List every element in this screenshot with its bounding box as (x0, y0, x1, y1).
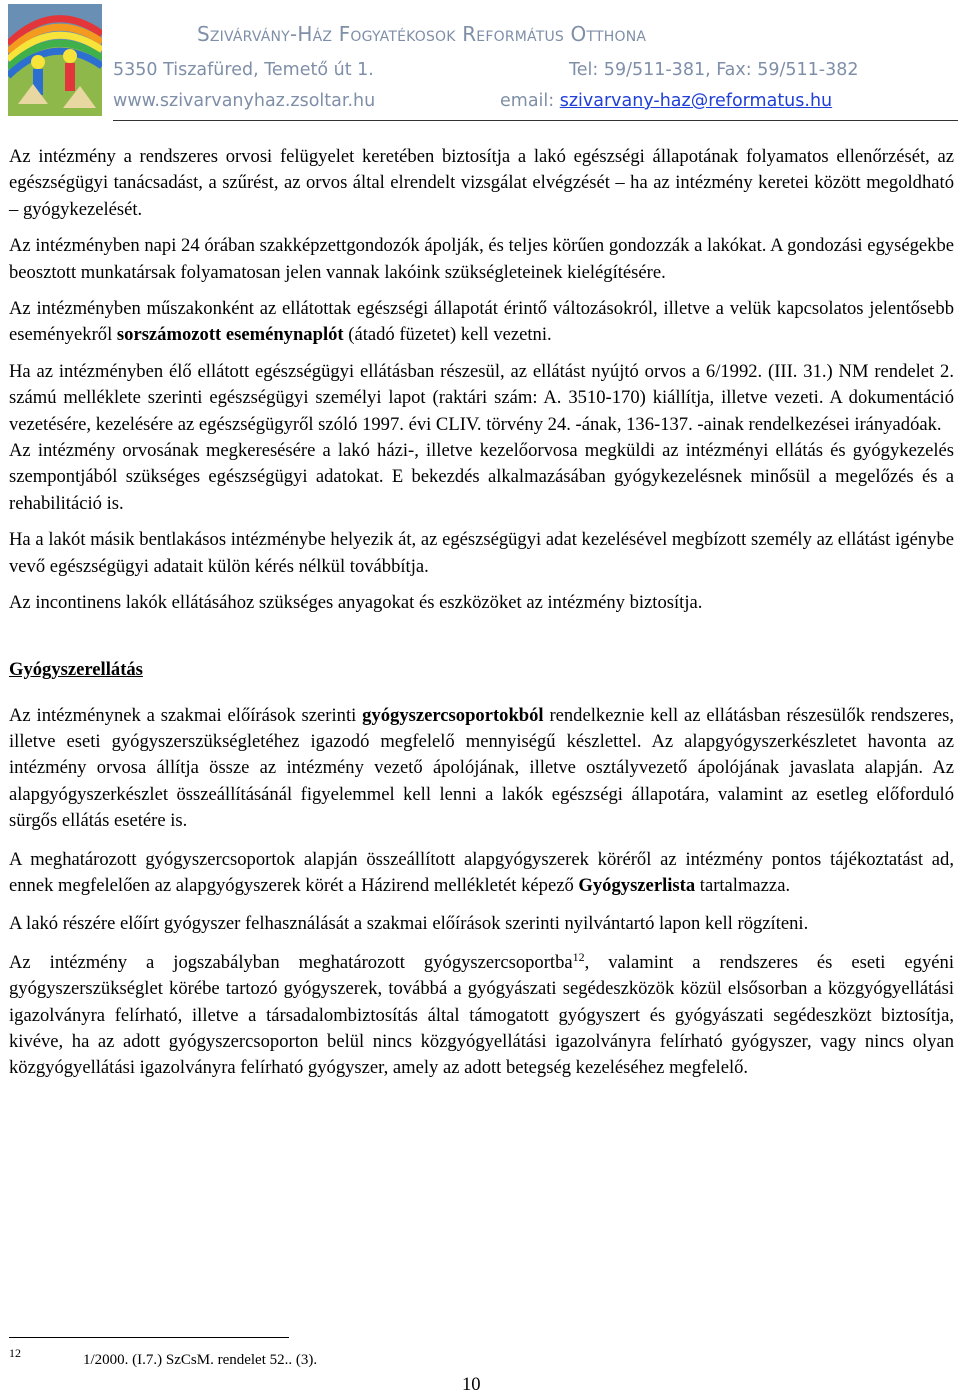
bold-term: gyógyszercsoportokból (362, 704, 544, 726)
bold-term: sorszámozott eseménynaplót (116, 324, 344, 346)
paragraph: Az intézményben műszakonként az ellátottak egészségi állapotát érintő változásokról, illetve a velük kapcsolatos jelentősebb eseményekről sorszámozott eseménynaplót (átadó füzetet) kell vezetni. (9, 298, 954, 346)
letterhead (0, 0, 960, 122)
email-line (500, 91, 832, 111)
paragraph: Az incontinens lakók ellátásához szükséges anyagokat és eszközöket az intézmény biztosítja. (9, 592, 703, 614)
address: 5350 Tiszafüred, Temető út 1. (113, 60, 374, 80)
footnote-ref[interactable]: 12 (572, 949, 585, 964)
paragraph: A lakó részére előírt gyógyszer felhasználását a szakmai előírások szerinti nyilvántartó lapon kell rögzíteni. (9, 913, 809, 935)
page-number: 10 (462, 1374, 481, 1395)
paragraph: Az intézménynek a szakmai előírások szerinti gyógyszercsoportokból rendelkeznie kell az ellátásban részesülők rendszeres, illetve eseti gyógyszerszükségletéhez igazodó megfelelő mennyiségű készlettel. Az alapgyógyszerkészletet havonta az intézmény orvosa állítja össze az intézmény vezető ápolójának, illetve osztályvezető ápolójának javaslata alapján. Az alapgyógyszerkészlet összeállításánál figyelemmel kell lenni a lakók egészségi állapotára, valamint az esetleg előforduló sürgős ellátás esetére is. (9, 704, 954, 832)
paragraph: Az intézmény orvosának megkeresésére a lakó házi-, illetve kezelőorvosa megküldi az intézményi ellátás és gyógykezelés szempontjából szükséges egészségügyi adatokat. E bekezdés alkalmazásában gyógykezelésnek minősül a megelőzés és a rehabilitáció is. (9, 440, 954, 514)
email-link[interactable]: szivarvany-haz@reformatus.hu (559, 91, 833, 111)
website-link[interactable]: www.szivarvanyhaz.zsoltar.hu (113, 91, 376, 111)
document-body (9, 144, 954, 1082)
footnote-separator (9, 1337, 289, 1338)
paragraph: Az intézmény a jogszabályban meghatározott gyógyszercsoportba$^{12}$, valamint a rendszeres és eseti egyéni gyógyszerszükséglet körébe tartozó gyógyszerek, továbbá a gyógyászati segédeszközök közül elsősorban a közgyógyellátási igazolványra felírható, illetve a társadalombiztosítás által támogatott gyógyszert és gyógyászati segédeszközt biztosítja, kivéve, ha az adott gyógyszercsoporton belül nincs közgyógyellátási igazolványra felírható gyógyszer, vagy nincs olyan közgyógyellátási igazolványra felírható gyógyszer, amely az adott betegség kezeléséhez megfelelő. (9, 949, 954, 1079)
bold-term: Gyógyszerlista (578, 874, 696, 896)
email-label: email: (500, 91, 560, 111)
footnote-number: 12 (9, 1346, 21, 1360)
paragraph: Az intézményben napi 24 órában szakképzettgondozók ápolják, és teljes körűen gondozzák a lakókat. A gondozási egységekbe beosztott munkatársak folyamatosan jelen vannak lakóink szükségleteinek kielégítésére. (9, 235, 954, 283)
section-heading: Gyógyszerellátás (9, 658, 143, 680)
phone-fax: Tel: 59/511-381, Fax: 59/511-382 (569, 60, 859, 80)
paragraph: Az intézmény a rendszeres orvosi felügyelet keretében biztosítja a lakó egészségi állapotának folyamatos ellenőrzését, az egészségügyi tanácsadást, a szűrést, az orvos által elrendelt vizsgálat elvégzését – ha az intézmény keretei között megoldható – gyógykezelését. (9, 146, 954, 220)
header-divider (113, 120, 958, 121)
institution-name: Szivárvány-Ház Fogyatékosok Református Otthona (197, 22, 647, 46)
paragraph: A meghatározott gyógyszercsoportok alapján összeállított alapgyógyszerek köréről az intézmény pontos tájékoztatást ad, ennek megfelelően az alapgyógyszerek körét a Házirend mellékletét képező Gyógyszerlista tartalmazza. (9, 848, 954, 896)
paragraph: Ha a lakót másik bentlakásos intézménybe helyezik át, az egészségügyi adat kezelésével megbízott személy az ellátást igénybe vevő egészségügyi adatait külön kérés nélkül továbbítja. (9, 529, 954, 577)
paragraph: Ha az intézményben élő ellátott egészségügyi ellátásban részesül, az ellátást nyújtó orvos a 6/1992. (III. 31.) NM rendelet 2. számú melléklete szerinti egészségügyi személyi lapot (raktári szám: A. 3510-170) kiállítja, illetve vezeti. A dokumentáció vezetésére, kezelésére az egészségügyről szóló 1997. évi CLIV. törvény 24. -ának, 136-137. -ainak rendelkezései irányadóak. (9, 360, 954, 435)
rainbow-house-logo-icon (8, 4, 102, 116)
footnote-text: 1/2000. (I.7.) SzCsM. rendelet 52.. (3). (83, 1352, 318, 1368)
